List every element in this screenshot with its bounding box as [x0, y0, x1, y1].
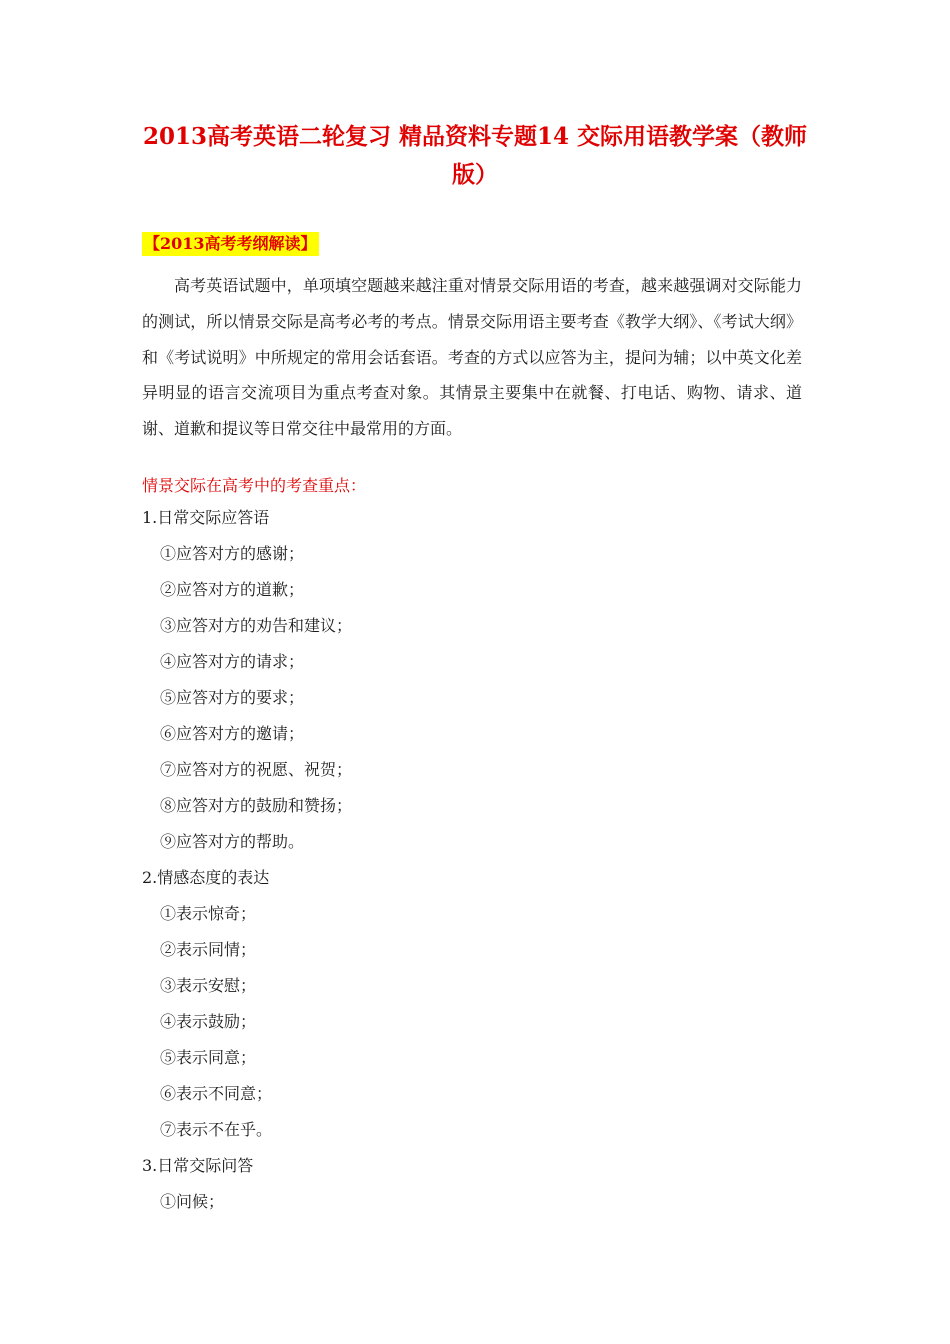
list-item: ①应答对方的感谢；	[160, 544, 305, 563]
list-item: ⑥表示不同意；	[160, 1084, 273, 1103]
list-heading: 3.日常交际问答	[142, 1156, 254, 1175]
list-item: ⑨应答对方的帮助。	[160, 832, 305, 851]
list-item: ②应答对方的道歉；	[160, 580, 305, 599]
list-item: ③应答对方的劝告和建议；	[160, 616, 353, 635]
list-item: ④应答对方的请求；	[160, 652, 305, 671]
list-item: ⑦表示不在乎。	[160, 1120, 273, 1139]
list-heading: 2.情感态度的表达	[142, 868, 270, 887]
focus-heading: 情景交际在高考中的考查重点：	[142, 476, 367, 495]
section-tag-highlighted: 【2013高考考纲解读】	[142, 232, 319, 256]
intro-paragraph: 高考英语试题中，单项填空题越来越注重对情景交际用语的考查，越来越强调对交际能力的测试，所以情景交际是高考必考的考点。情景交际用语主要考查《教学大纲》、《考试大纲》和《考试说明》中所规定的常用会话套语。考查的方式以应答为主，提问为辅；以中英文化差异明显的语言交流项目为重点考查对象。其情景主要集中在就餐、打电话、购物、请求、道谢、道歉和提议等日常交往中最常用的方面。	[142, 276, 802, 439]
list-item: ①表示惊奇；	[160, 904, 257, 923]
list-item: ②表示同情；	[160, 940, 257, 959]
list-item: ⑤应答对方的要求；	[160, 688, 305, 707]
list-item: ⑦应答对方的祝愿、祝贺；	[160, 760, 353, 779]
list-item: ③表示安慰；	[160, 976, 257, 995]
document-title: 2013高考英语二轮复习 精品资料专题14 交际用语教学案（教师版）	[142, 123, 808, 188]
list-item: ⑧应答对方的鼓励和赞扬；	[160, 796, 353, 815]
list-item: ④表示鼓励；	[160, 1012, 257, 1031]
list-item: ⑥应答对方的邀请；	[160, 724, 305, 743]
list-heading: 1.日常交际应答语	[142, 508, 270, 527]
list-item: ⑤表示同意；	[160, 1048, 257, 1067]
list-item: ①问候；	[160, 1192, 225, 1211]
